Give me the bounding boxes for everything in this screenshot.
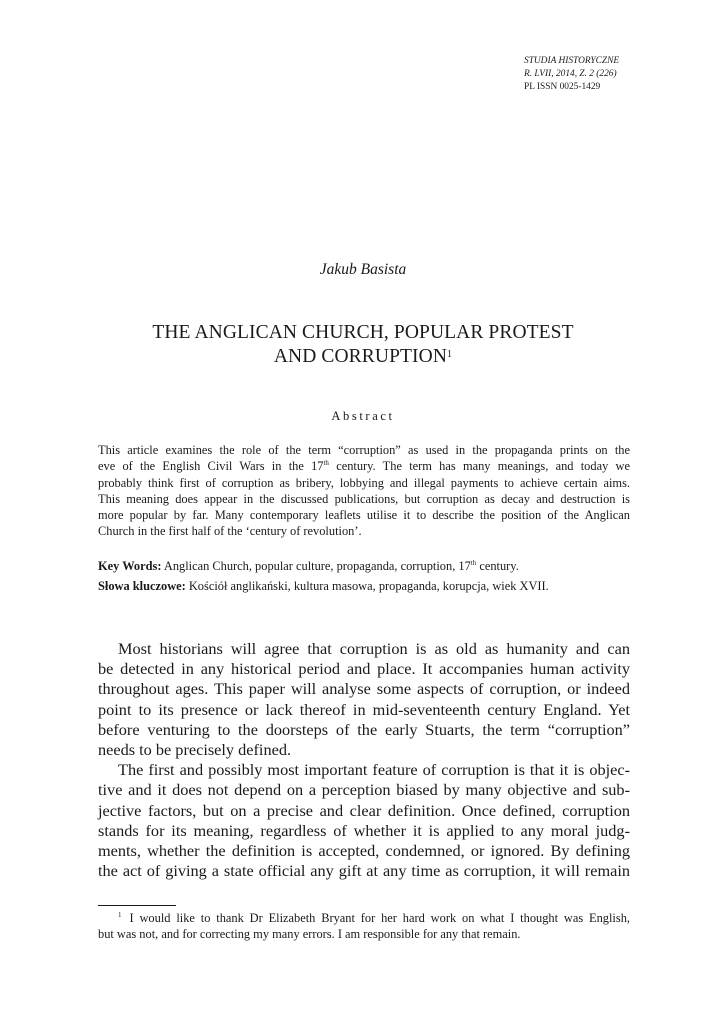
body-text (98, 639, 630, 881)
body-line: tive and it does not depend on a perception biased by many objective and sub- (98, 780, 630, 800)
footnote (98, 907, 630, 943)
body-line: throughout ages. This paper will analyse some aspects of corruption, or indeed (98, 679, 630, 699)
author-name: Jakub Basista (319, 261, 407, 278)
abstract-line: eve of the English Civil Wars in the 17th century. The term has many meanings, and today we (98, 459, 630, 474)
abstract-heading: Abstract (331, 409, 395, 423)
article-title (0, 321, 726, 369)
abstract-line: more popular by far. Many contemporary leaflets utilise it to describe the position of the Anglican (98, 508, 630, 523)
body-line: point to its presence or lack thereof in mid-seventeenth century England. Yet (98, 699, 630, 719)
keywords-en-label: Key Words: (98, 559, 162, 573)
title-line-2: AND CORRUPTION$^1$ (273, 346, 453, 367)
abstract-line: Church in the first half of the ‘century of revolution’. (98, 524, 362, 539)
keywords-pl: Słowa kluczowe: Kościół anglikański, kultura masowa, propaganda, korupcja, wiek XVII. (98, 579, 549, 593)
body-line: Most historians will agree that corruption is as old as humanity and can (118, 639, 630, 658)
footnote-line: $^1$ I would like to thank Dr Elizabeth Bryant for her hard work on what I thought was English, (118, 911, 630, 926)
journal-header (524, 55, 619, 94)
abstract-text (98, 442, 630, 540)
abstract-line: This article examines the role of the term “corruption” as used in the propaganda prints on the (98, 443, 630, 457)
journal-issn: PL ISSN 0025-1429 (524, 82, 601, 92)
body-line: stands for its meaning, regardless of whether it is applied to any moral judg- (98, 820, 630, 840)
title-line-1: THE ANGLICAN CHURCH, POPULAR PROTEST (152, 322, 574, 343)
keywords-pl-label: Słowa kluczowe: (98, 579, 186, 593)
title-footnote-mark[interactable]: 1 (447, 349, 453, 360)
body-line: ments, whether the definition is accepted, condemned, or ignored. By defining (98, 840, 630, 860)
footnote-divider (98, 905, 176, 906)
abstract-line: probably think first of corruption as bribery, lobbying and illegal payments to achieve certain aims. (98, 475, 630, 490)
body-line: the act of giving a state official any gift at any time as corruption, it will remain (98, 861, 630, 881)
keywords-en: Key Words: Anglican Church, popular culture, propaganda, corruption, 17th century. (98, 558, 519, 573)
body-line: needs to be precisely defined. (98, 739, 292, 759)
body-line: jective factors, but on a precise and clear definition. Once defined, corruption (98, 800, 630, 820)
footnote-mark: 1 (118, 911, 122, 919)
journal-issue: R. LVII, 2014, Z. 2 (226) (524, 69, 617, 79)
abstract-line: This meaning does appear in the discussed publications, but corruption as decay and destruction is (98, 491, 630, 506)
body-line: before venturing to the doorsteps of the early Stuarts, the term “corruption” (98, 719, 630, 739)
journal-name: STUDIA HISTORYCZNE (524, 56, 620, 66)
body-line: The first and possibly most important feature of corruption is that it is objec- (118, 760, 630, 780)
body-line: be detected in any historical period and place. It accompanies human activity (98, 659, 630, 679)
footnote-line: but was not, and for correcting my many errors. I am responsible for any that remain. (98, 927, 521, 942)
